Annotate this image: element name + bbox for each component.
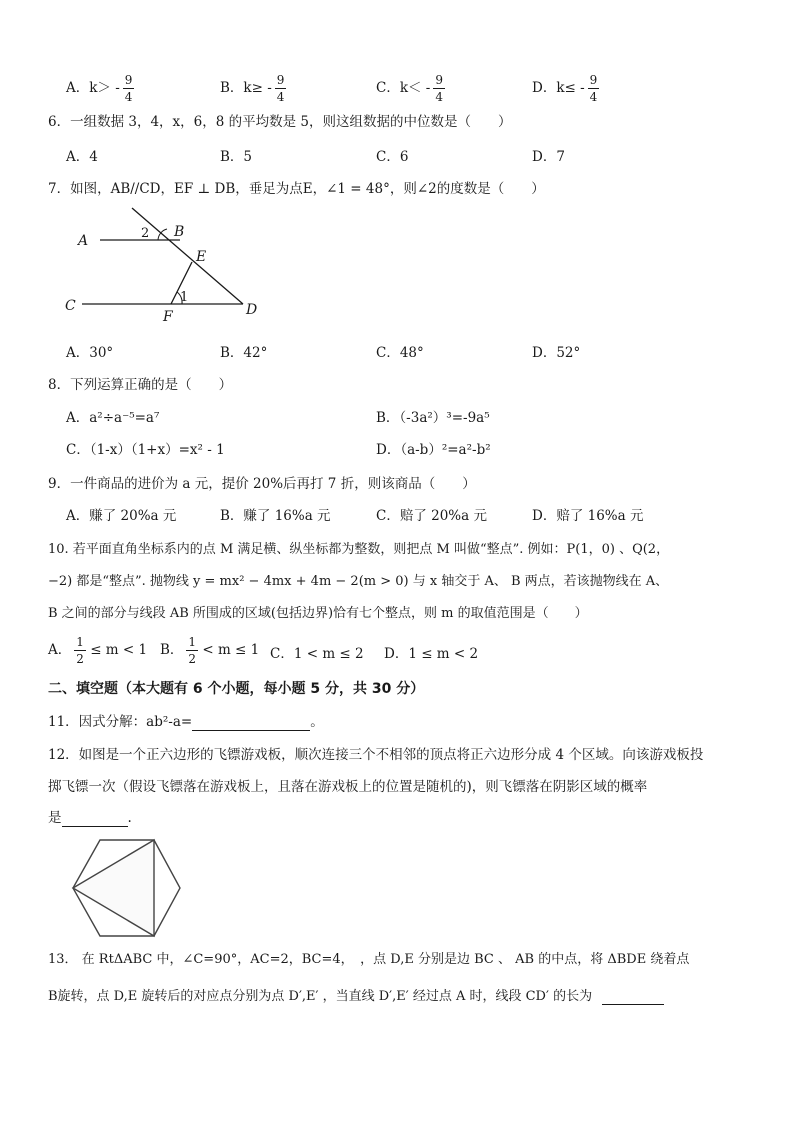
- q8-option-d: D．（a-b）²=a²-b²: [376, 442, 491, 458]
- q6-option-b: B．5: [220, 149, 253, 165]
- q7-option-d: D．52°: [532, 345, 581, 361]
- q11: 11．因式分解：ab²-a= 。: [48, 714, 324, 730]
- q6-option-c: C．6: [376, 149, 409, 165]
- fraction: $\frac{9}{4}$: [589, 73, 598, 104]
- answer-blank[interactable]: [62, 810, 128, 827]
- section-heading: 二、填空题（本大题有 6 个小题，每小题 5 分，共 30 分）: [48, 681, 425, 697]
- q7-stem: 7．如图，AB//CD，EF ⊥ DB，垂足为点E，∠1 = 48°，则∠2的度数是（ ）: [48, 181, 545, 197]
- q8-option-b: B．（-3a²）³=-9a⁵: [376, 410, 490, 426]
- q6-stem: 6．一组数据 3，4，x，6，8 的平均数是 5，则这组数据的中位数是（ ）: [48, 114, 512, 130]
- q10-line1: 10. 若平面直角坐标系内的点 M 满足横、纵坐标都为整数，则把点 M 叫做“整点”. 例如：P(1，0) 、Q(2，: [48, 542, 670, 557]
- fraction: $\frac{1}{2}$: [188, 635, 197, 666]
- q7-figure: [60, 200, 270, 325]
- q5-option-b: B．k≥ - $\frac{9}{4}$: [220, 73, 285, 104]
- q6-option-d: D．7: [532, 149, 565, 165]
- label-c: C: [65, 298, 76, 314]
- q6-option-a: A．4: [66, 149, 98, 165]
- label-b: B: [174, 224, 185, 240]
- q7-option-b: B．42°: [220, 345, 268, 361]
- q12-line2: 掷飞镖一次（假设飞镖落在游戏板上，且落在游戏板上的位置是随机的)，则飞镖落在阴影区域的概率: [48, 779, 648, 795]
- q13-line2: B旋转，点 D,E 旋转后的对应点分别为点 D′,E′ ，当直线 D′,E′ 经过点 A 时，线段 CD′ 的长为: [48, 985, 664, 1005]
- inner-triangle: [73, 840, 154, 936]
- q8-option-c: C．（1-x）（1+x）=x² - 1: [66, 442, 225, 458]
- q12-line1: 12．如图是一个正六边形的飞镖游戏板，顺次连接三个不相邻的顶点将正六边形分成 4 个区域。向该游戏板投: [48, 747, 704, 763]
- q5-option-a: A．k＞ - $\frac{9}{4}$: [66, 73, 133, 104]
- q9-stem: 9．一件商品的进价为 a 元，提价 20%后再打 7 折，则该商品（ ）: [48, 476, 476, 492]
- q5-options: [0, 70, 794, 102]
- q12-line3: 是 .: [48, 810, 132, 826]
- q10-line2: −2) 都是“整点”. 抛物线 y = mx² − 4mx + 4m − 2(m > 0) 与 x 轴交于 A、 B 两点，若该抛物线在 A、: [48, 574, 669, 589]
- q10-option-c: C．1 < m ≤ 2: [270, 646, 364, 662]
- label-a: A: [78, 233, 89, 249]
- label-d: D: [246, 302, 258, 318]
- label-e: E: [196, 249, 207, 265]
- q8-stem: 8．下列运算正确的是（ ）: [48, 377, 233, 393]
- q9-option-d: D．赔了 16%a 元: [532, 508, 644, 524]
- fraction: $\frac{1}{2}$: [76, 635, 84, 666]
- q5-option-d: D．k≤ - $\frac{9}{4}$: [532, 73, 598, 104]
- q9-option-a: A．赚了 20%a 元: [66, 508, 177, 524]
- q5-option-c: C．k＜ - $\frac{9}{4}$: [376, 73, 444, 104]
- q9-option-b: B．赚了 16%a 元: [220, 508, 331, 524]
- q9-option-c: C．赔了 20%a 元: [376, 508, 487, 524]
- q10-options: [0, 632, 794, 666]
- q10-option-b: B． $\frac{1}{2}$ < m ≤ 1: [160, 635, 260, 666]
- hexagon-figure: [70, 838, 210, 938]
- q10-option-a: A． $\frac{1}{2}$ ≤ m < 1: [48, 635, 148, 666]
- q7-option-a: A．30°: [66, 345, 114, 361]
- q10-line3: B 之间的部分与线段 AB 所围成的区域(包括边界)恰有七个整点，则 m 的取值范围是（ ）: [48, 606, 588, 621]
- q8-option-a: A．a²÷a⁻⁵=a⁷: [66, 410, 160, 426]
- label-f: F: [163, 309, 173, 325]
- answer-blank[interactable]: [192, 714, 310, 731]
- fraction: $\frac{9}{4}$: [435, 73, 444, 104]
- fraction: $\frac{9}{4}$: [276, 73, 285, 104]
- q10-option-d: D．1 ≤ m < 2: [384, 646, 479, 662]
- fraction: $\frac{9}{4}$: [124, 73, 133, 104]
- label-angle2: 2: [141, 226, 150, 241]
- q7-option-c: C．48°: [376, 345, 424, 361]
- label-angle1: 1: [180, 290, 189, 305]
- q13-line1: 13． 在 RtΔABC 中，∠C=90°，AC=2，BC=4， ，点 D,E 分别是边 BC 、 AB 的中点，将 ΔBDE 绕着点: [48, 952, 690, 967]
- answer-blank[interactable]: [602, 989, 664, 1005]
